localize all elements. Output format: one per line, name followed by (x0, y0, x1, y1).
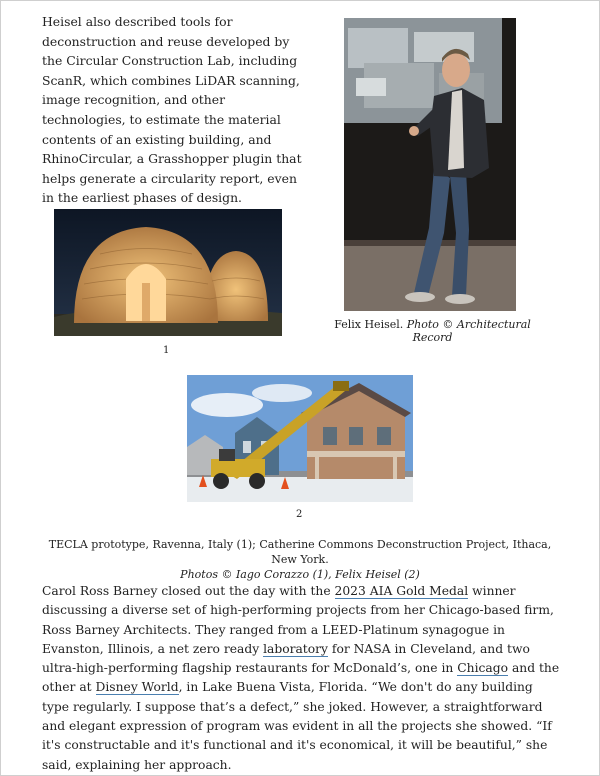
felix-caption-credit: Photo © Architectural Record (406, 318, 531, 344)
felix-caption (330, 318, 535, 344)
tecla-prototype-photo (54, 209, 282, 336)
link-aia-gold-medal[interactable]: 2023 AIA Gold Medal (334, 584, 469, 598)
link-disney-world[interactable]: Disney World (95, 680, 179, 695)
link-laboratory[interactable]: laboratory (263, 641, 328, 656)
body-text-4: and the other at (42, 661, 560, 695)
felix-heisel-photo (344, 18, 516, 311)
figures-caption-credit: Photos © Iago Corazzo (1), Felix Heisel (2) (180, 568, 420, 581)
felix-caption-name: Felix Heisel. (334, 318, 407, 331)
body-paragraph (42, 582, 562, 775)
body-text-2: winner discussing a diverse set of high-performing projects from her Chicago-based firm, Ross Barney Architects. They ranged from a LEED-Platinum synagogue in Evanston, Illinois, a net zero ready (42, 584, 554, 656)
figure-1-number: 1 (163, 345, 170, 356)
figure-2-number: 2 (296, 509, 303, 520)
body-text-3: for NASA in Cleveland, and two ultra-high-performing flagship restaurants for McDonald’s, one in (42, 641, 530, 676)
catherine-commons-photo (187, 375, 413, 502)
link-chicago[interactable]: Chicago (457, 661, 509, 676)
figures-caption (40, 537, 560, 582)
intro-paragraph: Heisel also described tools for deconstruction and reuse developed by the Circular Construction Lab, including ScanR, which combines LiDAR scanning, image recognition, and other technologies, to estimate the material contents of an existing building, and RhinoCircular, a Grasshopper plugin that helps generate a circularity report, even in the earliest phases of design. (42, 14, 302, 206)
body-text-5: , in Lake Buena Vista, Florida. “We don't do any building type regularly. I suppose that’s a defect,” she joked. However, a straightforward and elegant expression of program was evident in all the projects she showed. “If it's constructable and it's functional and it's economical, it will be beautiful,” she said, explaining her approach. (42, 680, 552, 772)
figures-caption-text: TECLA prototype, Ravenna, Italy (1); Catherine Commons Deconstruction Project, Ithaca, New York. (48, 538, 552, 566)
body-text-1: Carol Ross Barney closed out the day with the (42, 584, 335, 598)
